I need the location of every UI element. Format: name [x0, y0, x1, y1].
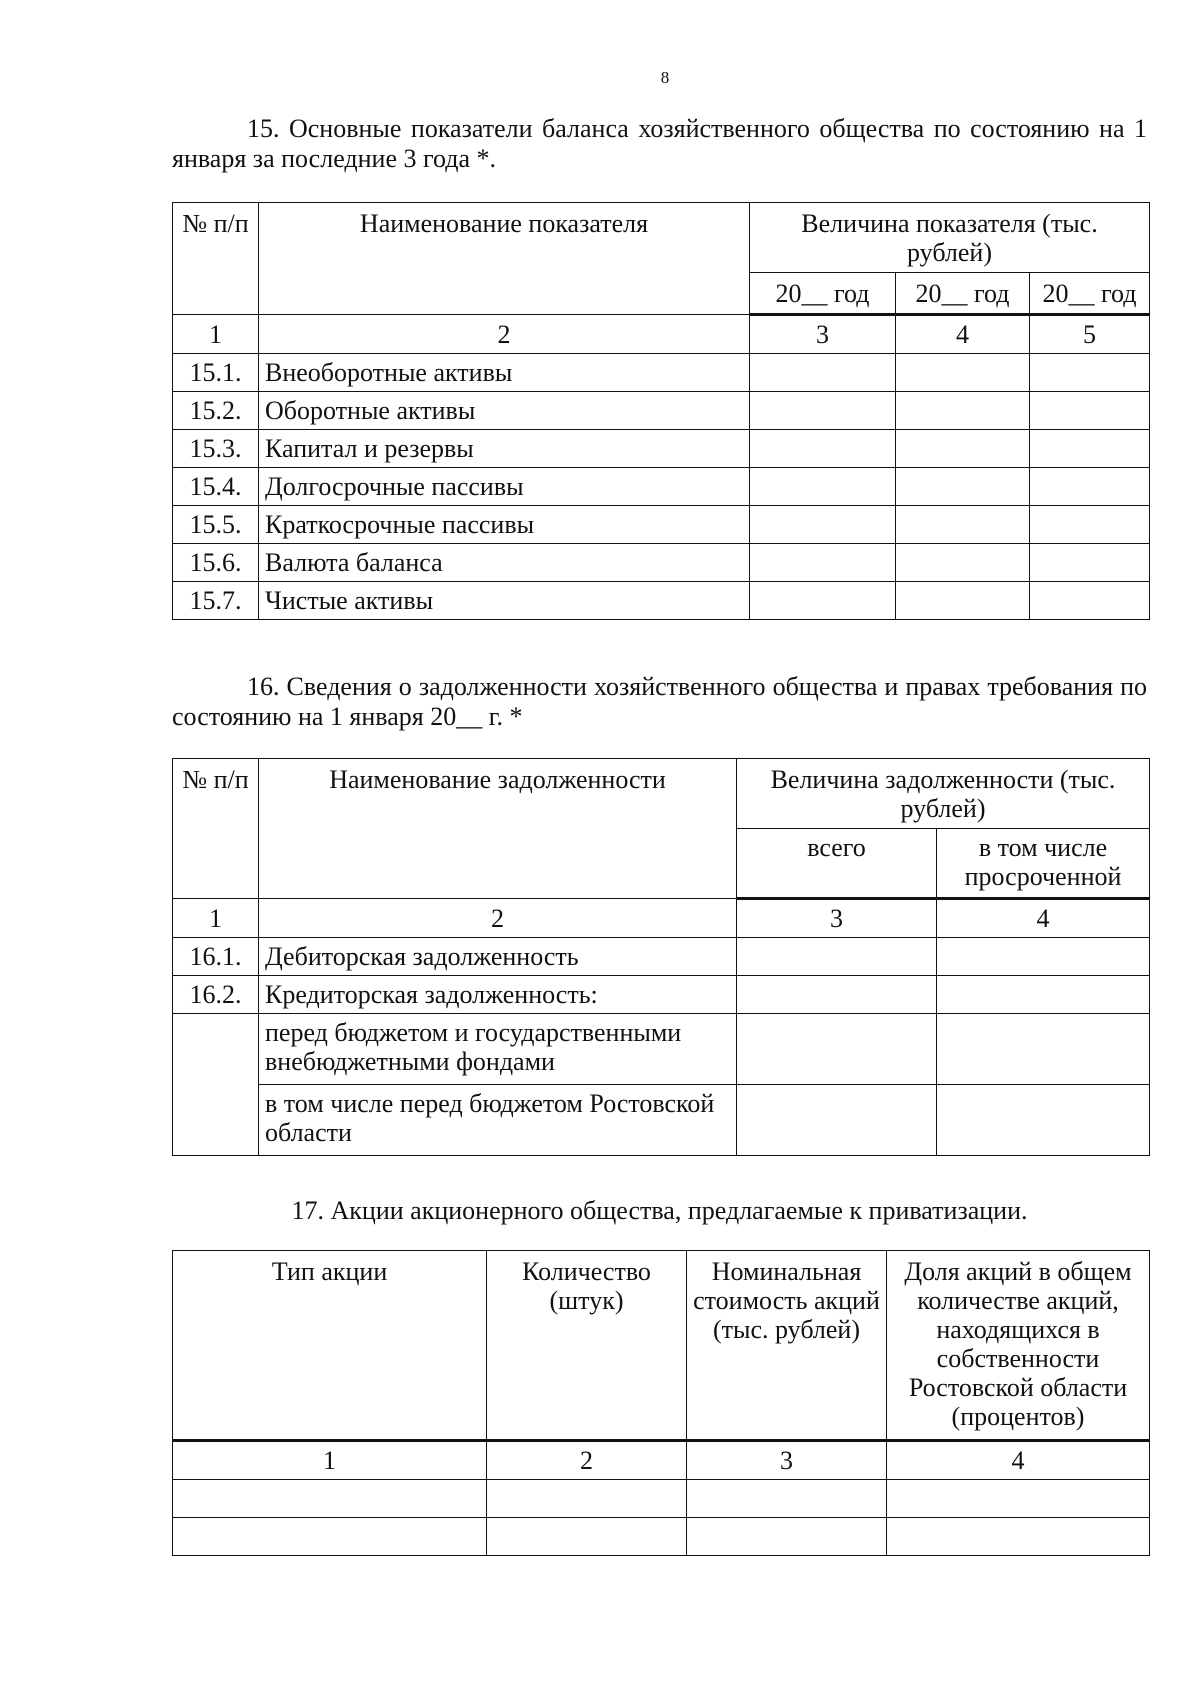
value-cell	[687, 1480, 887, 1518]
value-cell	[173, 1518, 487, 1556]
col-number: 1	[173, 315, 259, 354]
value-cell	[750, 354, 896, 392]
year-header: 20__ год	[896, 273, 1030, 315]
table-row	[173, 392, 1150, 430]
row-number: 15.5.	[173, 506, 259, 544]
value-cell	[937, 938, 1150, 976]
shares-table	[172, 1250, 1150, 1556]
value-cell	[1030, 468, 1150, 506]
value-cell	[750, 544, 896, 582]
col-number: 1	[173, 899, 259, 938]
col-number: 3	[750, 315, 896, 354]
table-row	[173, 1085, 1150, 1156]
row-label: Валюта баланса	[259, 544, 750, 582]
value-cell	[896, 544, 1030, 582]
value-cell	[737, 1014, 937, 1085]
value-cell	[750, 468, 896, 506]
row-number: 15.4.	[173, 468, 259, 506]
table-row	[173, 582, 1150, 620]
col-indicator-header: Наименование показателя	[259, 203, 750, 315]
debt-table	[172, 758, 1150, 1156]
col-number: 4	[887, 1441, 1150, 1480]
year-header: 20__ год	[1030, 273, 1150, 315]
col-number: 2	[259, 315, 750, 354]
value-cell	[887, 1480, 1150, 1518]
table-row	[173, 506, 1150, 544]
row-number	[173, 1014, 259, 1156]
value-cell	[896, 468, 1030, 506]
row-label: в том числе перед бюджетом Ростовской области	[259, 1085, 737, 1156]
col-number: 5	[1030, 315, 1150, 354]
value-cell	[173, 1480, 487, 1518]
col-debt-name-header: Наименование задолженности	[259, 759, 737, 899]
value-cell	[887, 1518, 1150, 1556]
row-label: Внеоборотные активы	[259, 354, 750, 392]
value-cell	[1030, 506, 1150, 544]
col-num-header: № п/п	[173, 203, 259, 315]
table-row	[173, 976, 1150, 1014]
table-row	[173, 354, 1150, 392]
value-cell	[1030, 354, 1150, 392]
value-cell	[737, 938, 937, 976]
value-cell	[1030, 392, 1150, 430]
row-number: 15.2.	[173, 392, 259, 430]
col-value-header: Величина показателя (тыс. рублей)	[750, 203, 1150, 273]
value-cell	[487, 1518, 687, 1556]
value-cell	[1030, 430, 1150, 468]
row-label: Оборотные активы	[259, 392, 750, 430]
table-row	[173, 1518, 1150, 1556]
row-number: 15.3.	[173, 430, 259, 468]
col-debt-value-header: Величина задолженности (тыс. рублей)	[737, 759, 1150, 829]
value-cell	[750, 430, 896, 468]
section-15-heading: 15. Основные показатели баланса хозяйственного общества по состоянию на 1 января за последние 3 года *.	[172, 114, 1147, 173]
value-cell	[937, 1014, 1150, 1085]
col-number: 4	[937, 899, 1150, 938]
value-cell	[896, 354, 1030, 392]
page-number: 8	[660, 68, 670, 87]
value-cell	[737, 1085, 937, 1156]
col-share-type-header: Тип акции	[173, 1251, 487, 1441]
value-cell	[896, 582, 1030, 620]
row-number: 15.1.	[173, 354, 259, 392]
row-label: Капитал и резервы	[259, 430, 750, 468]
row-number: 15.7.	[173, 582, 259, 620]
value-cell	[750, 582, 896, 620]
table-row	[173, 544, 1150, 582]
col-number: 4	[896, 315, 1030, 354]
col-num-header: № п/п	[173, 759, 259, 899]
row-label: Дебиторская задолженность	[259, 938, 737, 976]
col-number: 1	[173, 1441, 487, 1480]
col-quantity-header: Количество (штук)	[487, 1251, 687, 1441]
col-number: 3	[687, 1441, 887, 1480]
value-cell	[1030, 582, 1150, 620]
col-nominal-header: Номинальная стоимость акций (тыс. рублей)	[687, 1251, 887, 1441]
row-label: Краткосрочные пассивы	[259, 506, 750, 544]
table-row	[173, 468, 1150, 506]
value-cell	[937, 1085, 1150, 1156]
value-cell	[1030, 544, 1150, 582]
balance-table	[172, 202, 1150, 620]
col-overdue-header: в том числе просроченной	[937, 829, 1150, 899]
section-16-heading: 16. Сведения о задолженности хозяйственного общества и правах требования по состоянию на 1 января 20__ г. *	[172, 672, 1147, 731]
value-cell	[896, 506, 1030, 544]
col-share-percent-header: Доля акций в общем количестве акций, находящихся в собственности Ростовской области (процентов)	[887, 1251, 1150, 1441]
row-label: Долгосрочные пассивы	[259, 468, 750, 506]
row-number: 15.6.	[173, 544, 259, 582]
row-label: перед бюджетом и государственными внебюджетными фондами	[259, 1014, 737, 1085]
value-cell	[937, 976, 1150, 1014]
col-total-header: всего	[737, 829, 937, 899]
row-label: Чистые активы	[259, 582, 750, 620]
row-label: Кредиторская задолженность:	[259, 976, 737, 1014]
year-header: 20__ год	[750, 273, 896, 315]
table-row	[173, 430, 1150, 468]
col-number: 2	[487, 1441, 687, 1480]
value-cell	[896, 392, 1030, 430]
table-row	[173, 1480, 1150, 1518]
row-number: 16.1.	[173, 938, 259, 976]
table-row	[173, 938, 1150, 976]
section-17-heading: 17. Акции акционерного общества, предлагаемые к приватизации.	[291, 1196, 1028, 1225]
col-number: 3	[737, 899, 937, 938]
value-cell	[737, 976, 937, 1014]
table-row	[173, 1014, 1150, 1085]
value-cell	[896, 430, 1030, 468]
row-number: 16.2.	[173, 976, 259, 1014]
value-cell	[487, 1480, 687, 1518]
value-cell	[750, 392, 896, 430]
value-cell	[687, 1518, 887, 1556]
col-number: 2	[259, 899, 737, 938]
value-cell	[750, 506, 896, 544]
